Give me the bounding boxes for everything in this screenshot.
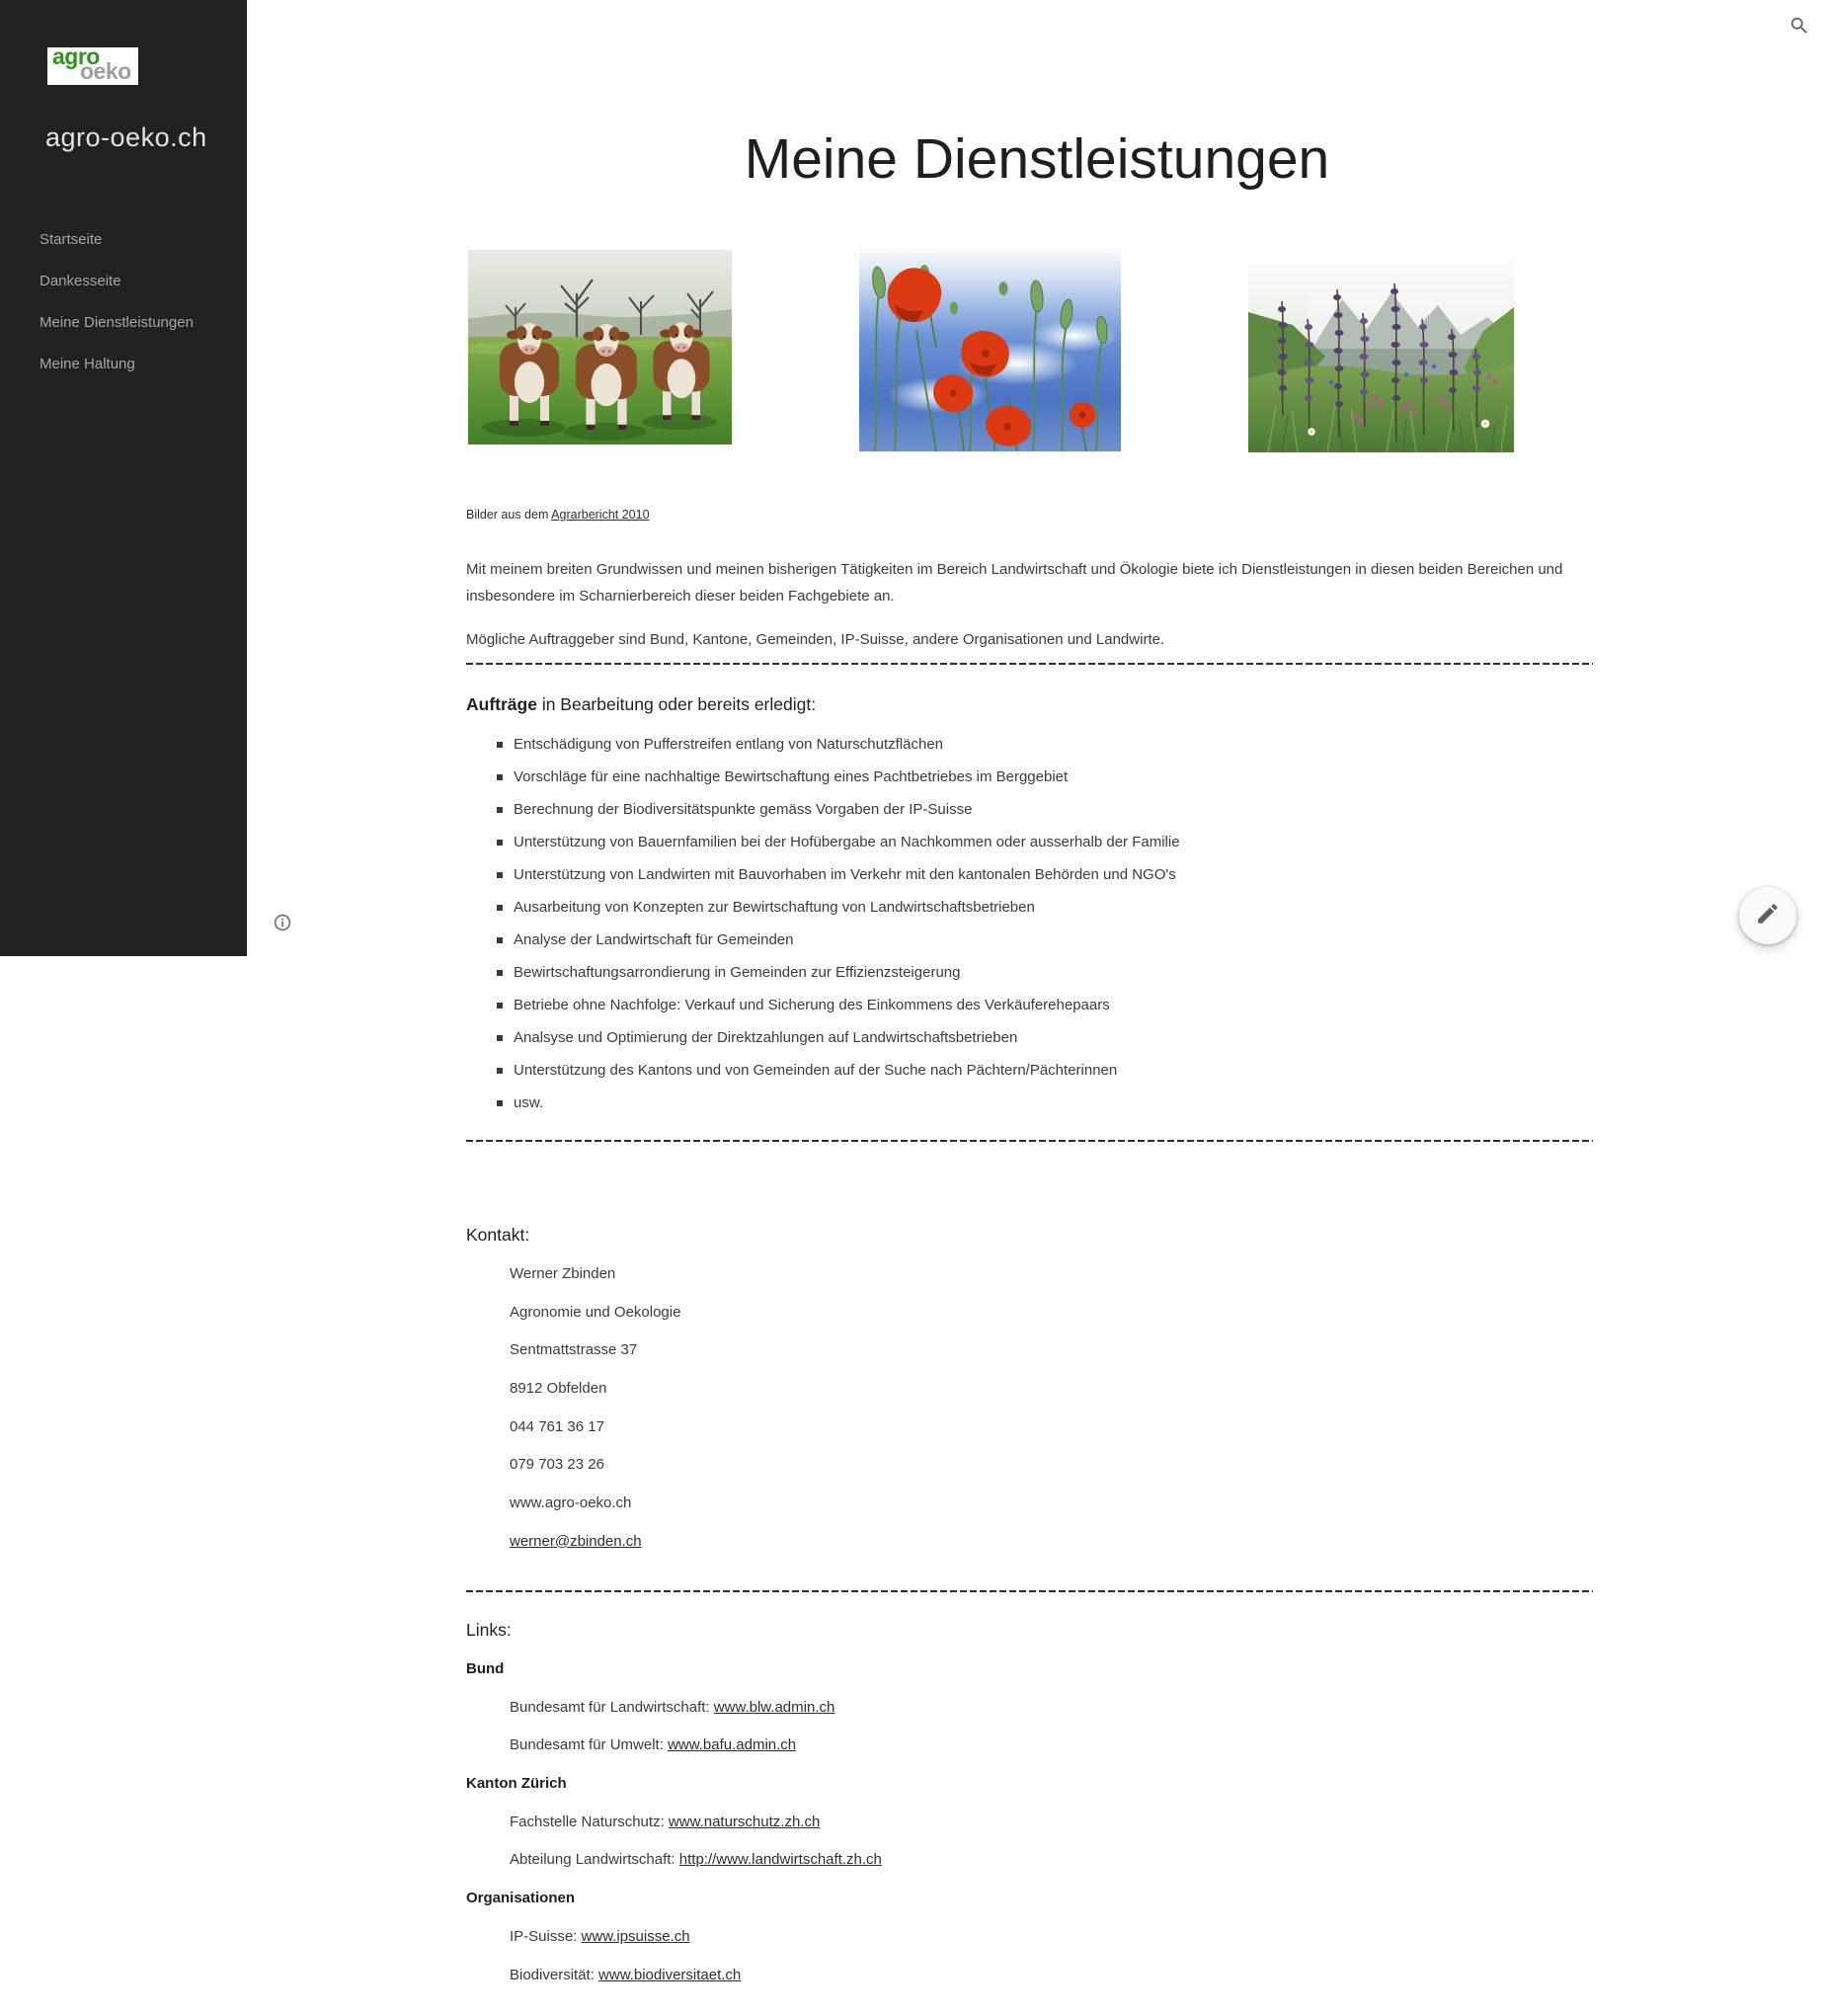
poppy-field-photo <box>859 245 1121 451</box>
contact-website: www.agro-oeko.ch <box>510 1494 632 1512</box>
ipsuisse-link[interactable]: www.ipsuisse.ch <box>581 1927 690 1945</box>
link-label: Bundesamt für Landwirtschaft: <box>510 1698 714 1716</box>
link-row <box>466 1804 882 1842</box>
dashed-separator <box>466 663 1593 665</box>
logo-text-oeko: oeko <box>80 58 131 84</box>
site-info-button[interactable] <box>274 914 293 933</box>
contact-city: 8912 Obfelden <box>510 1380 607 1398</box>
pencil-icon <box>1755 901 1781 931</box>
contact-profession: Agronomie und Oekologie <box>510 1303 681 1321</box>
list-item: Betriebe ohne Nachfolge: Verkauf und Sicherung des Einkommens des Verkäuferehepaars <box>466 989 1602 1021</box>
link-label: Abteilung Landwirtschaft: <box>510 1851 679 1869</box>
edit-page-button[interactable] <box>1739 887 1796 944</box>
links-group-kanton-zuerich: Kanton Zürich <box>466 1775 567 1793</box>
sidebar-item-meine-haltung[interactable]: Meine Haltung <box>40 356 135 372</box>
contact-block <box>510 1255 680 1562</box>
contact-heading: Kontakt: <box>466 1225 530 1245</box>
links-group-bund: Bund <box>466 1660 505 1677</box>
link-label: Bundesamt für Umwelt: <box>510 1736 669 1754</box>
list-item: Vorschläge für eine nachhaltige Bewirtschaftung eines Pachtbetriebes im Berggebiet <box>466 761 1602 793</box>
search-icon <box>1788 15 1810 41</box>
sidebar <box>0 0 247 956</box>
contact-phone-1: 044 761 36 17 <box>510 1417 604 1435</box>
landwirtschaft-link[interactable]: http://www.landwirtschaft.zh.ch <box>678 1851 882 1869</box>
links-group-organisationen: Organisationen <box>466 1890 576 1907</box>
list-item: Unterstützung von Bauernfamilien bei der Hofübergabe an Nachkommen oder ausserhalb der Familie <box>466 826 1602 858</box>
contact-phone-2: 079 703 23 26 <box>510 1456 604 1474</box>
biodiversitaet-link[interactable]: www.biodiversitaet.ch <box>598 1966 742 1983</box>
sidebar-item-dankesseite[interactable]: Dankesseite <box>40 273 121 289</box>
intro-paragraph-2: Mögliche Auftraggeber sind Bund, Kantone, Gemeinden, IP-Suisse, andere Organisationen und Landwirte. <box>466 631 1165 648</box>
link-row <box>466 1841 882 1880</box>
link-row <box>466 1727 882 1765</box>
link-row <box>466 1957 882 1995</box>
page-title: Meine Dienstleistungen <box>744 127 1330 192</box>
link-label: IP-Suisse: <box>510 1927 582 1945</box>
links-block <box>466 1651 882 1994</box>
cows-pasture-photo <box>468 250 732 444</box>
blw-link[interactable]: www.blw.admin.ch <box>713 1698 835 1716</box>
list-item: Unterstützung des Kantons und von Gemeinden auf der Suche nach Pächtern/Pächterinnen <box>466 1054 1602 1087</box>
services-heading <box>466 694 816 715</box>
naturschutz-link[interactable]: www.naturschutz.zh.ch <box>668 1813 821 1830</box>
link-label: Biodiversität: <box>510 1966 599 1983</box>
services-heading-bold: Aufträge <box>466 694 537 714</box>
agrarbericht-link[interactable]: Agrarbericht 2010 <box>551 508 650 522</box>
dashed-separator <box>466 1140 1593 1142</box>
services-list <box>466 728 1602 1119</box>
sidebar-item-meine-dienstleistungen[interactable]: Meine Dienstleistungen <box>40 314 194 331</box>
agro-oeko-logo[interactable] <box>47 47 138 85</box>
intro-paragraph-1: Mit meinem breiten Grundwissen und meinen bisherigen Tätigkeiten im Bereich Landwirtschaft und Ökologie biete ich Dienstleistungen in diesen beiden Bereichen und insbesondere im Scharnierbereich dieser beiden Fachgebiete an. <box>466 561 1563 605</box>
contact-name: Werner Zbinden <box>510 1265 616 1282</box>
list-item: Berechnung der Biodiversitätspunkte gemäss Vorgaben der IP-Suisse <box>466 793 1602 826</box>
services-heading-rest: in Bearbeitung oder bereits erledigt: <box>536 694 817 714</box>
list-item: Unterstützung von Landwirten mit Bauvorhaben im Verkehr mit den kantonalen Behörden und NGO's <box>466 858 1602 891</box>
links-heading: Links: <box>466 1620 512 1640</box>
logo-text-agro: agro <box>52 47 100 69</box>
alpine-meadow-photo <box>1248 258 1514 452</box>
contact-email-link[interactable]: werner@zbinden.ch <box>510 1532 642 1550</box>
caption-prefix: Bilder aus dem <box>466 508 552 522</box>
bafu-link[interactable]: www.bafu.admin.ch <box>668 1736 797 1754</box>
site-title: agro-oeko.ch <box>45 122 207 152</box>
contact-street: Sentmattstrasse 37 <box>510 1341 638 1359</box>
list-item: Analyse der Landwirtschaft für Gemeinden <box>466 924 1602 956</box>
link-row <box>466 1918 882 1957</box>
list-item: Ausarbeitung von Konzepten zur Bewirtschaftung von Landwirtschaftsbetrieben <box>466 891 1602 924</box>
list-item: usw. <box>466 1087 1602 1119</box>
list-item: Bewirtschaftungsarrondierung in Gemeinden zur Effizienzsteigerung <box>466 956 1602 989</box>
sidebar-nav <box>40 219 237 385</box>
list-item: Analsyse und Optimierung der Direktzahlungen auf Landwirtschaftsbetrieben <box>466 1021 1602 1054</box>
link-row <box>466 1689 882 1728</box>
link-label: Fachstelle Naturschutz: <box>510 1813 669 1830</box>
list-item: Entschädigung von Pufferstreifen entlang von Naturschutzflächen <box>466 728 1602 761</box>
sidebar-item-startseite[interactable]: Startseite <box>40 231 103 248</box>
dashed-separator <box>466 1590 1593 1592</box>
search-button[interactable] <box>1784 12 1815 43</box>
info-icon <box>274 919 291 935</box>
image-caption <box>466 508 650 522</box>
